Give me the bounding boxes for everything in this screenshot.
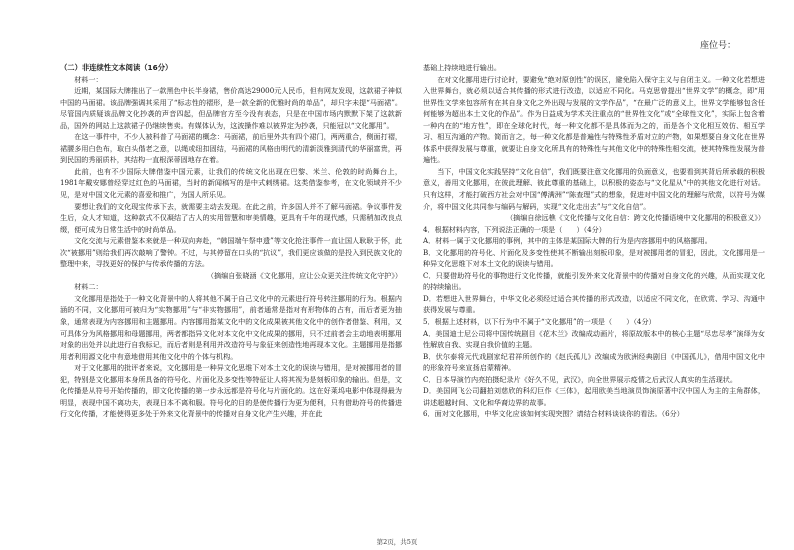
seat-number-label: 座位号： xyxy=(700,41,737,51)
material-2-paragraph: 文化挪用是指处于一种文化背景中的人将其他不属于自己文化中的元素进行符号转注挪用的行为。根据内涵的不同，文化挪用可被归为“实物挪用”与“非实物挪用”，前者通常是指对有形物体的占有，而后者更为抽象，通常表现为内容挪用和主题挪用。内容挪用指某文化中的文化成果被其他文化中的创作者借鉴、利用，又可具体分为风格挪用和母题挪用，两者都指异文化对本文化中文化成果的挪用，只不过前者会主动地表明挪用对象的出处并以此进行自我标记，而后者则是利用并改造符号与象征来创造性地再现本文化。主题挪用是指挪用者利用源文化中有意地借用其他文化中的个体与机构。 xyxy=(60,293,402,361)
question-5-option-c: C．日本导演竹内亮拍摄纪录片《好久不见，武汉》，向全世界展示疫情之后武汉人真实的生活现状。 xyxy=(423,374,737,384)
material-1-paragraph: 要想让我们的文化现宝传承下去，就需要主动去发现。在此之前，许多国人并不了解马面裙。争议事件发生后，众人才知道，这种款式不仅凝结了古人的实用智慧和审美情趣，更具有千年的现代感，只需稍加改良点缀，便可成为日常生活中的时尚单品。 xyxy=(60,201,402,234)
question-5-option-d: D．美国网飞公司翻拍刘慈欣的科幻巨作《三体》，起用欧美当地演员饰演原著中汉中国人为主的主角群体，讲述超越时间、文化和华裔边界的故事。 xyxy=(423,386,765,407)
material-2-paragraph: 当下，中国文化实践坚持“文化自信”，我们既要注意文化挪用的负面意义，也要看到其背后所承载的积极意义，善用文化挪用，在彼此理解、彼此尊重的基础上，以积极的姿态与“文化星从”中的其他文化进行对话。只有这样，才能打破西方社会对中国“傅满洲”“陈查理”式的想象，促进对中国文化的理解与欣赏，以符号为媒介，将中国文化共同参与编码与解码，实现“文化走出去”与“文化自信”。 xyxy=(423,166,765,211)
question-4-option-d: D．若想进入世界舞台，中华文化必须经过适合其传播的形式改造，以适应不同文化，在欣赏、学习、沟通中获得发展与尊重。 xyxy=(423,293,765,315)
material-1-paragraph: 在这一事件中，不少人被科普了马面裙的概念：马面裙，前后里外共有四个裙门，两两重合，侧面打褶，裙腰多用白色布，取白头偕老之意，以绳或纽扣固结，马面裙的风格由明代的清新淡雅到清代的华丽富贵，再到民国的秀丽质朴，其结构一直根深蒂固地存在着。 xyxy=(60,132,402,165)
question-5-option-a: A．美国迪士尼公司将中国传统剧目《花木兰》改编成动画片，将原故版本中的核心主题“尽忠尽孝”演绎为女性解放自我、实现自我价值的主题。 xyxy=(423,328,765,350)
question-4-option-c: C．只要借助符号化的事物进行文化传播，就能引发外来文化背景中的传播对自身文化的兴趣，从而实现文化的持续输出。 xyxy=(423,270,765,292)
material-2-source: （摘编自徐远樵《文化传播与文化自信：跨文化传播语境中文化挪用的积极意义》） xyxy=(506,213,765,223)
section-title: （二）非连续性文本阅读（16分） xyxy=(60,63,173,72)
question-5-stem: 5．根据上述材料，以下行为中不属于“文化挪用”的一项是（ ）（4分） xyxy=(423,317,656,327)
material-1-source: （摘编自张晓涵《文化挪用，应让公众更关注传统文化守护》） xyxy=(206,270,402,280)
material-2-paragraph: 在对文化挪用进行讨论时，要避免“绝对原创性”的误区，避免陷入保守主义与自闭主义。一种文化若想进入世界舞台，就必须以适合其传播的形式进行改造，以适应不同化。马克思曾提出“世界文学”的概念，即“用世界性文学来包容所有在其自身文化之外出现与发展的文学作品”，“在最广泛的意义上，世界文学能够包含任何能够为超出本土文化的作品”。作为日益成为学术关注重点的“世界性文化”或“全球性文化”，实际上包含着一种内在的“地方性”，即在全球化时代，每一种文化都不是具体而为之的，而是各个文化相互效仿、相互学习、相互沟通的产物。简而言之，每一种文化都是普遍性与特殊性矛盾对立的产物，如果想要自身文化在世界体系中获得发展与尊重，就要让自身文化所具有的特殊性与其他文化中的特殊性相交流，使其特殊性发展为普遍性。 xyxy=(423,74,765,165)
page-footer: 第2页，共5页 xyxy=(376,538,418,546)
question-4-stem: 4．根据材料内容，下列说法正确的一项是（ ）（4分） xyxy=(423,224,606,234)
question-5-option-b: B．伏尔泰将元代戏剧家纪君祥所创作的《赵氏孤儿》改编成为欧洲经典剧目《中国孤儿》，借用中国文化中的形象符号来宣扬启蒙精神。 xyxy=(423,351,765,373)
material-2-continuation: 基础上持续地进行输出。 xyxy=(423,63,502,72)
right-column xyxy=(423,62,765,420)
question-4-option-a: A．材料一属于文化挪用的事例，其中的主体是某国际大牌的行为是内容挪用中的风格挪用。 xyxy=(423,236,712,246)
material-1-paragraph: 文化交流与元素借鉴本来就是一种双向奔赴，“韩国端午祭申遗”等文化抢注事件一直让国人耿耿于怀，此次“被挪用”则给我们再次敲响了警钟。不过，与其停留在口头的“抗议”，我们更应该做的是投入到民族文化的整理中来，寻找更好的保护与传承传播的方法。 xyxy=(60,236,402,269)
material-2-paragraph: 对于文化挪用的批评者来说，文化挪用是一种异文化思维下对本土文化的误读与错用，是对被挪用者的冒犯，特别是文化挪用本身所具备的符号化、片面化及多变性等特征让人将其视为是刻板印象的输出。但是，文化传播是从符号开始传播的，即文化传播的第一步永远都是符号化与片面化的。这在好莱坞电影中体现得最为明显，表现中国不离功夫，表现日本不离和服。符号化的目的是使传播行为更为便利，只有借助符号的传播进行文化传播，才能使得更多处于外来文化背景中的传播对自身文化产生兴趣，并在此 xyxy=(60,363,402,419)
question-6-stem: 6．面对文化挪用，中华文化应该如何实现突围？请结合材料谈谈你的看法。（6分） xyxy=(423,409,684,419)
left-column xyxy=(60,62,402,420)
material-1-paragraph: 此前，也有不少国际大牌借鉴中国元素，让我们的传统文化出现在巴黎、米兰、伦敦的时尚舞台上，1981年戴安娜曾经穿过红色的马面裙，当时的新闻稿写的是中式刺绣裙。这类借鉴参考，在文化领域并不少见，是对中国文化元素的喜爱和推广，为国人所乐见。 xyxy=(60,166,402,200)
material-2-label: 材料二： xyxy=(74,282,103,292)
material-1-label: 材料一： xyxy=(74,74,103,84)
material-1-paragraph: 近期，某国际大牌推出了一款黑色中长半身裙，售价高达29000元人民币，但有网友发现，这款裙子神似中国的马面裙。该品牌强调其采用了“标志性的褶形，是一款全新的优雅时尚的单品”，却只字未提“马面裙”。尽管国内质疑该品牌文化抄袭的声音四起，但品牌官方至今没有表态，只是在中国市场内默默下架了这款新品，国外的网站上这款裙子仍继续售卖。有媒体认为，这波操作难以被界定为抄袭，只能冠以“文化挪用”。 xyxy=(60,86,402,130)
question-4-option-b: B．文化挪用的符号化、片面化及多变性使其不断输出刻板印象，是对被挪用者的冒犯，因此，文化挪用是一种异文化思维下对本土文化的误读与错用。 xyxy=(423,247,765,269)
